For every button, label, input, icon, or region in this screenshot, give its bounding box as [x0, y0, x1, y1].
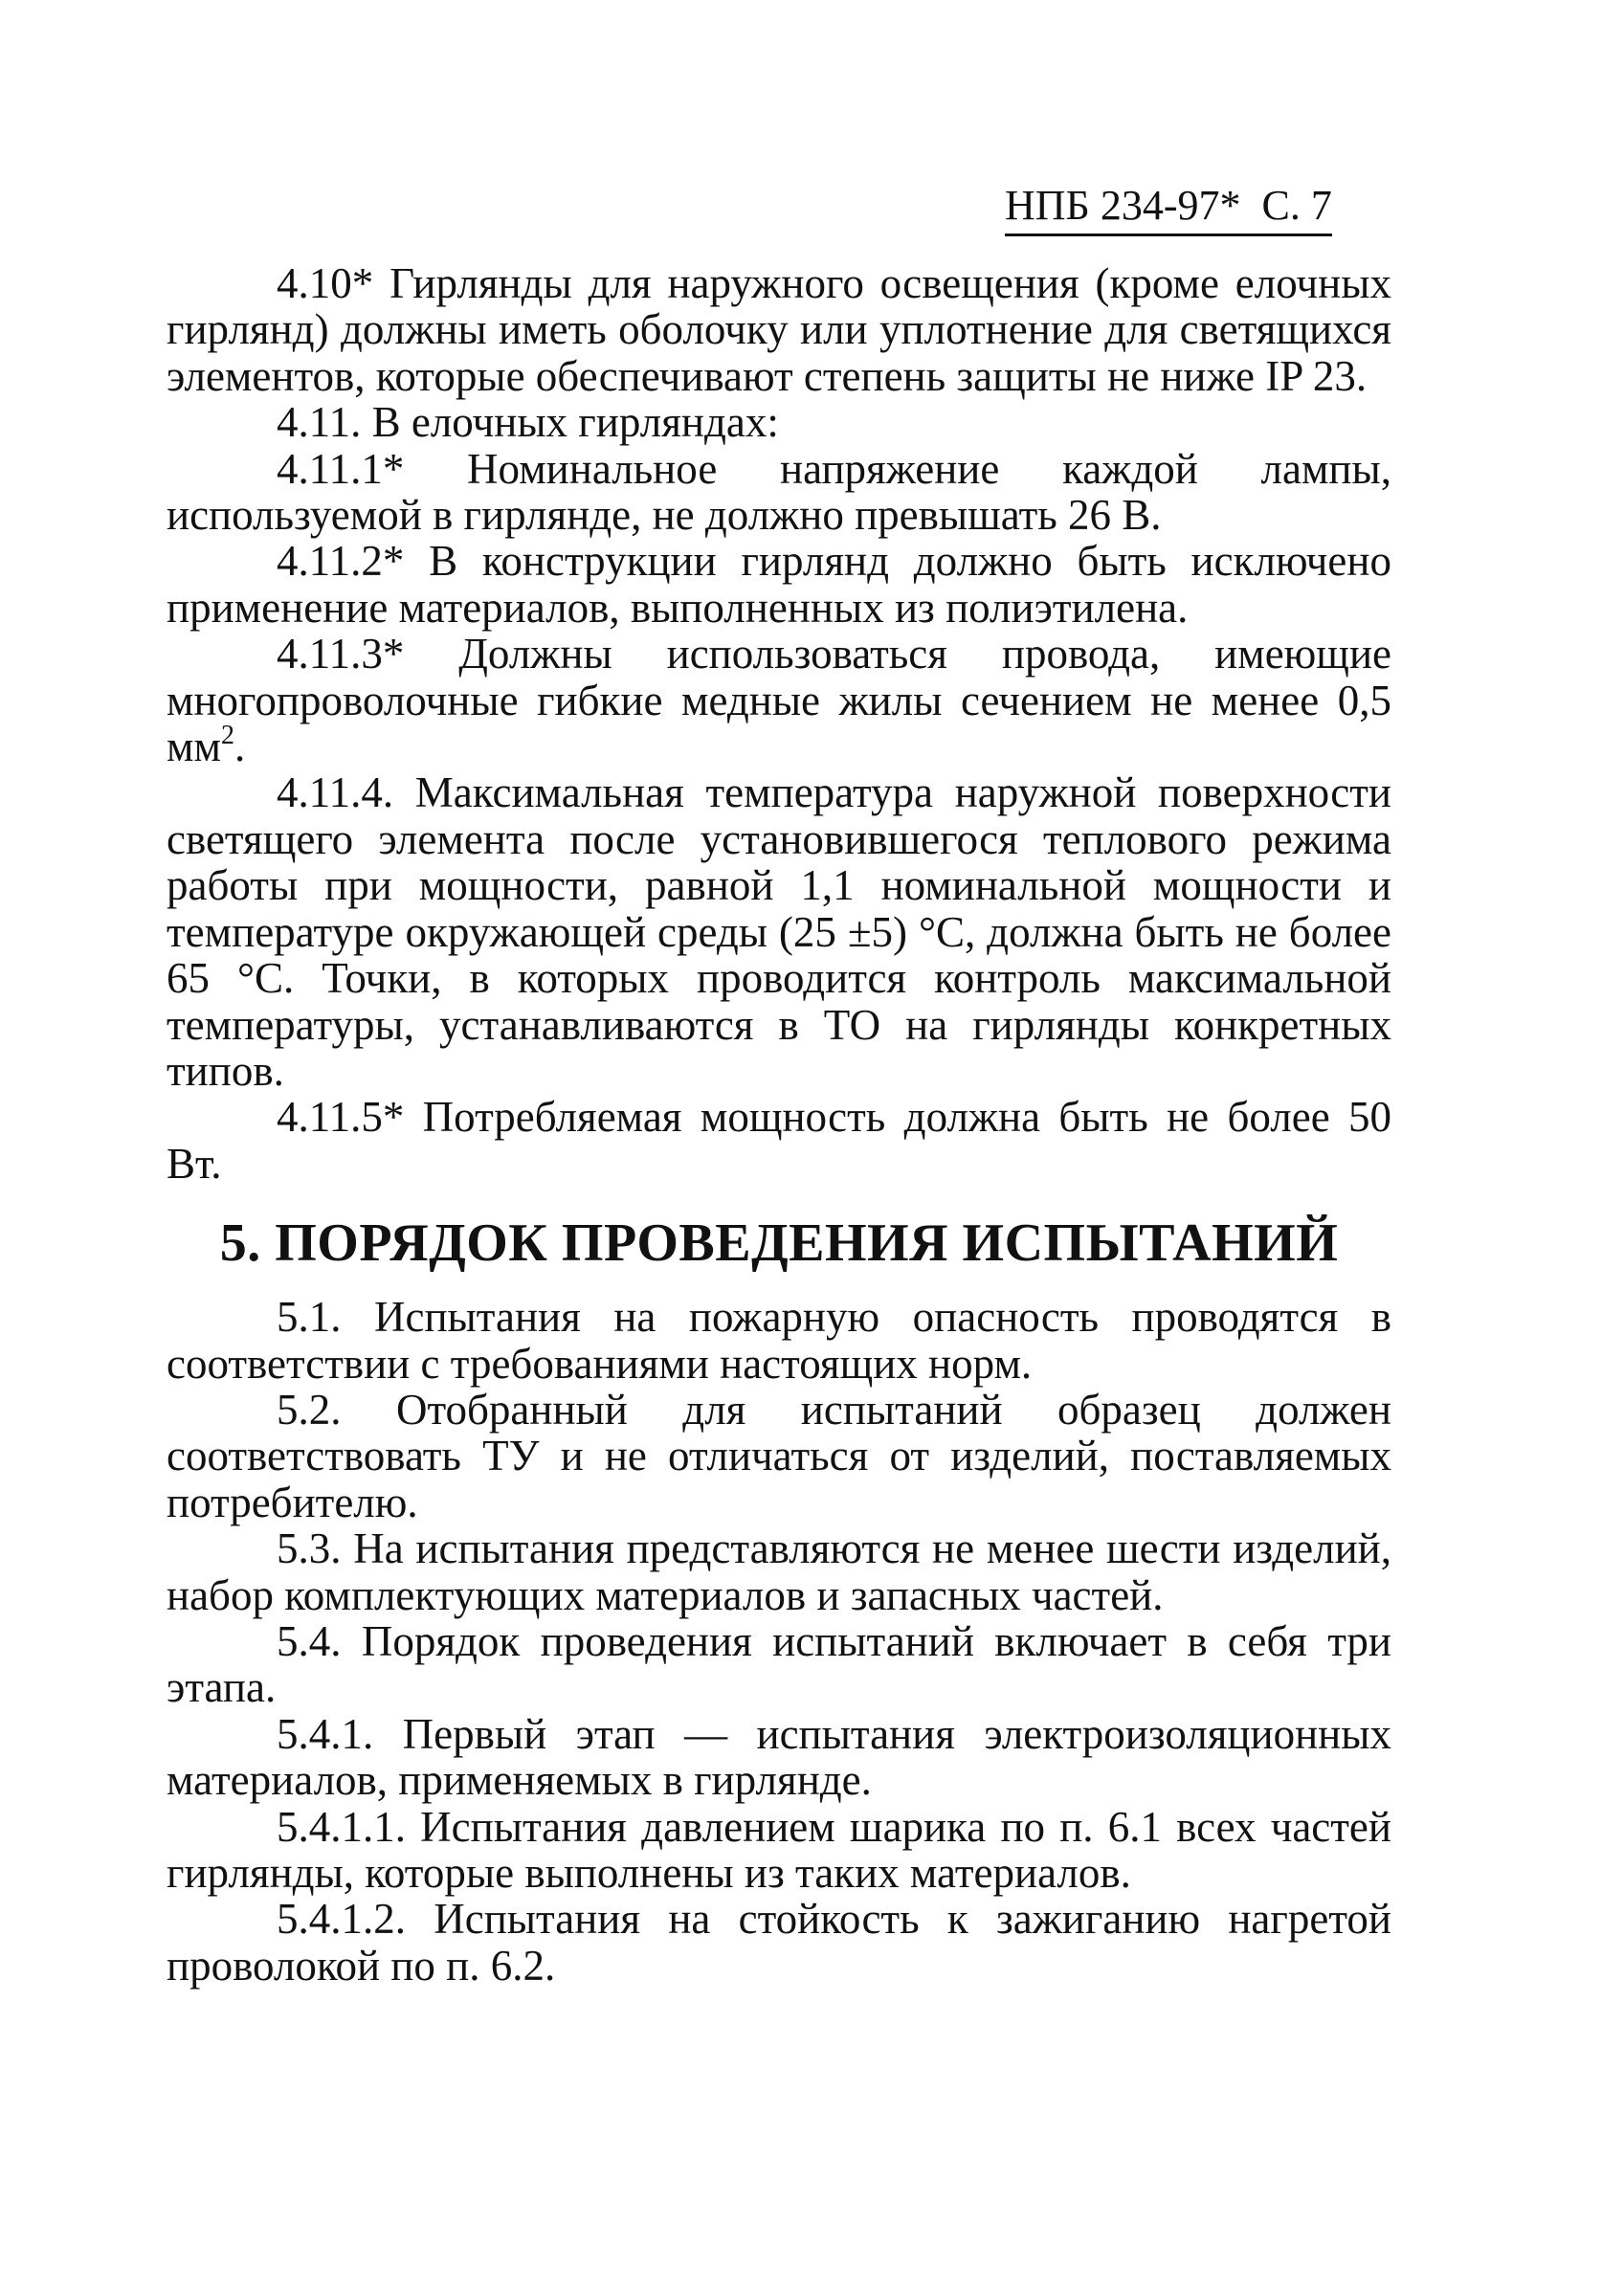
- section-heading: 5. ПОРЯДОК ПРОВЕДЕНИЯ ИСПЫТАНИЙ: [219, 1213, 1339, 1274]
- paragraph-5-4-1-2: 5.4.1.2. Испытания на стойкость к зажиганию нагретой проволокой по п. 6.2.: [167, 1895, 1391, 1990]
- paragraph-4-11-3-period: .: [234, 723, 246, 771]
- paragraph-4-11-5: 4.11.5* Потребляемая мощность должна быть не более 50 Вт.: [167, 1093, 1391, 1188]
- page-number: С. 7: [1261, 182, 1332, 229]
- page-header: [1005, 180, 1388, 236]
- document-body: [167, 260, 1391, 1989]
- paragraph-4-10: 4.10* Гирлянды для наружного освещения (кроме елочных гирлянд) должны иметь оболочку или уплотнение для светящихся элементов, которые обеспечивают степень защиты не ниже IP 23.: [167, 259, 1391, 400]
- paragraph-5-1: 5.1. Испытания на пожарную опасность проводятся в соответствии с требованиями настоящих норм.: [167, 1293, 1391, 1388]
- paragraph-4-11-3: [167, 631, 1391, 769]
- paragraph-5-2: 5.2. Отобранный для испытаний образец должен соответствовать ТУ и не отличаться от изделий, поставляемых потребителю.: [167, 1385, 1391, 1526]
- paragraph-4-11: 4.11. В елочных гирляндах:: [277, 398, 779, 447]
- paragraph-4-11-3-text: 4.11.3* Должны использоваться провода, имеющие многопроволочные гибкие медные жилы сечением не менее 0,5 мм: [167, 630, 1391, 771]
- superscript-two: 2: [220, 721, 234, 751]
- paragraph-4-11-1: 4.11.1* Номинальное напряжение каждой лампы, используемой в гирлянде, не должно превышать 26 В.: [167, 444, 1391, 540]
- paragraph-5-4-1: 5.4.1. Первый этап — испытания электроизоляционных материалов, применяемых в гирлянде.: [167, 1709, 1391, 1805]
- paragraph-5-4: 5.4. Порядок проведения испытаний включает в себя три этапа.: [167, 1616, 1391, 1712]
- paragraph-4-11-4: 4.11.4. Максимальная температура наружной поверхности светящего элемента после установившегося теплового режима работы при мощности, равной 1,1 номинальной мощности и температуре окружающей среды (25 ±5) °С, должна быть не более 65 °С. Точки, в которых проводится контроль максимальной температуры, устанавливаются в ТО на гирлянды конкретных типов.: [167, 768, 1391, 1095]
- paragraph-4-11-2: 4.11.2* В конструкции гирлянд должно быть исключено применение материалов, выполненных из полиэтилена.: [167, 537, 1391, 632]
- paragraph-5-4-1-1: 5.4.1.1. Испытания давлением шарика по п. 6.1 всех частей гирлянды, которые выполнены из таких материалов.: [167, 1802, 1391, 1897]
- document-code: НПБ 234-97*: [1005, 182, 1241, 229]
- header-reference: [1005, 180, 1332, 236]
- paragraph-5-3: 5.3. На испытания представляются не менее шести изделий, набор комплектующих материалов и запасных частей.: [167, 1524, 1391, 1619]
